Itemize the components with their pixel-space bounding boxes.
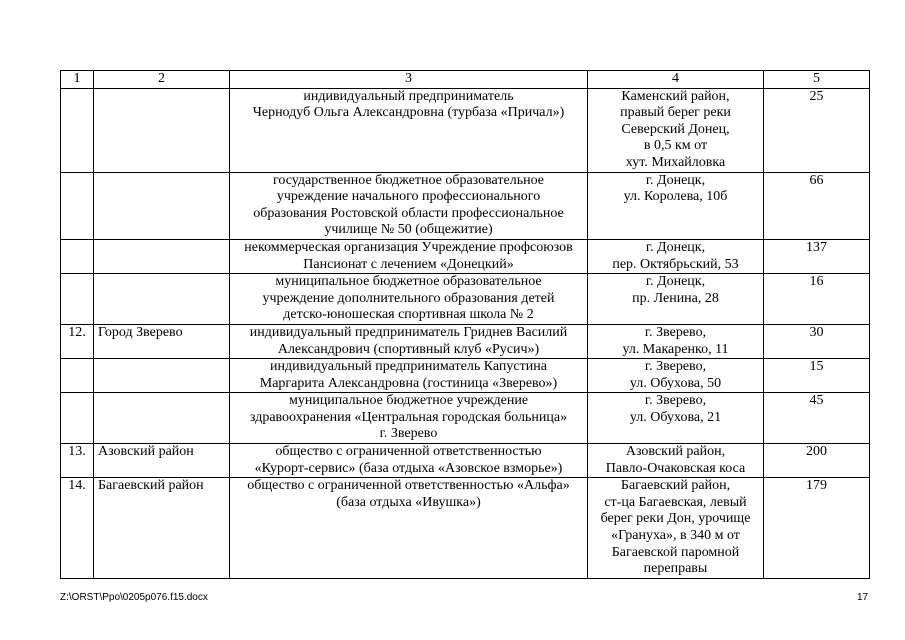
organization-line: некоммерческая организация Учреждение профсоюзов <box>244 239 573 255</box>
row-number <box>61 359 94 393</box>
address-line: г. Зверево, <box>644 393 707 409</box>
municipality-name: Город Зверево <box>94 324 230 358</box>
header-cell-4: 4 <box>588 71 764 89</box>
table-row <box>61 478 870 579</box>
capacity-value: 137 <box>764 239 870 273</box>
address-line: пр. Ленина, 28 <box>632 290 719 306</box>
organization-cell <box>230 88 588 172</box>
address-line: «Грануха», в 340 м от <box>611 528 740 544</box>
table-row <box>61 172 870 239</box>
row-number: 14. <box>61 478 94 579</box>
address-cell <box>588 88 764 172</box>
organization-line: индивидуальный предприниматель Капустина <box>270 359 547 375</box>
row-number: 12. <box>61 324 94 358</box>
address-line: правый берег реки <box>620 105 731 121</box>
capacity-value: 179 <box>764 478 870 579</box>
address-cell <box>588 172 764 239</box>
address-line: г. Зверево, <box>644 324 707 340</box>
organization-line: общество с ограниченной ответственностью <box>275 444 542 460</box>
table-row <box>61 88 870 172</box>
municipality-name <box>94 274 230 325</box>
header-cell-5: 5 <box>764 71 870 89</box>
header-cell-2: 2 <box>94 71 230 89</box>
organization-line: образования Ростовской области профессиональное <box>253 205 564 221</box>
row-number <box>61 274 94 325</box>
capacity-value: 45 <box>764 393 870 444</box>
capacity-value: 25 <box>764 88 870 172</box>
organization-cell <box>230 239 588 273</box>
organization-line: здравоохранения «Центральная городская больница» <box>249 409 568 425</box>
row-number <box>61 172 94 239</box>
municipality-name <box>94 88 230 172</box>
address-line: г. Зверево, <box>644 359 707 375</box>
address-line: ул. Обухова, 21 <box>629 409 722 425</box>
organization-line: г. Зверево <box>379 426 438 442</box>
organization-cell <box>230 393 588 444</box>
table-row <box>61 444 870 478</box>
address-line: ул. Обухова, 50 <box>629 375 722 391</box>
address-line: берег реки Дон, урочище <box>600 511 751 527</box>
row-number <box>61 88 94 172</box>
address-cell <box>588 274 764 325</box>
municipality-name: Азовский район <box>94 444 230 478</box>
header-row <box>61 71 870 89</box>
table-row <box>61 239 870 273</box>
capacity-value: 30 <box>764 324 870 358</box>
address-line: Павло-Очаковская коса <box>605 460 746 476</box>
address-line: ст-ца Багаевская, левый <box>604 494 747 510</box>
municipality-name <box>94 172 230 239</box>
address-line: г. Донецк, <box>645 239 706 255</box>
organization-line: Маргарита Александровна (гостиница «Зверево») <box>259 375 558 391</box>
header-cell-1: 1 <box>61 71 94 89</box>
organization-line: Александрович (спортивный клуб «Русич») <box>277 341 540 357</box>
organization-cell <box>230 478 588 579</box>
row-number <box>61 239 94 273</box>
address-cell <box>588 324 764 358</box>
header-cell-3: 3 <box>230 71 588 89</box>
document-table <box>60 70 870 579</box>
capacity-value: 200 <box>764 444 870 478</box>
organization-line: училище № 50 (общежитие) <box>324 222 493 238</box>
organization-line: учреждение начального профессионального <box>276 189 541 205</box>
address-line: г. Донецк, <box>645 172 706 188</box>
organization-line: индивидуальный предприниматель <box>303 88 514 104</box>
address-cell <box>588 393 764 444</box>
municipality-name <box>94 239 230 273</box>
organization-line: индивидуальный предприниматель Гриднев Василий <box>249 324 568 340</box>
address-line: Багаевской паромной <box>611 544 740 560</box>
organization-cell <box>230 324 588 358</box>
address-line: ул. Макаренко, 11 <box>622 341 729 357</box>
organization-cell <box>230 359 588 393</box>
address-cell <box>588 239 764 273</box>
organization-line: «Курорт-сервис» (база отдыха «Азовское взморье») <box>254 460 563 476</box>
address-line: Каменский район, <box>621 88 730 104</box>
address-line: г. Донецк, <box>645 274 706 290</box>
organization-line: Пансионат с лечением «Донецкий» <box>303 256 514 272</box>
capacity-value: 66 <box>764 172 870 239</box>
organization-line: Чернодуб Ольга Александровна (турбаза «Причал») <box>252 105 565 121</box>
address-cell <box>588 478 764 579</box>
address-cell <box>588 359 764 393</box>
address-line: переправы <box>643 561 708 577</box>
address-line: Багаевский район, <box>620 478 731 494</box>
address-line: в 0,5 км от <box>643 138 708 154</box>
address-line: Азовский район, <box>625 444 726 460</box>
address-line: хут. Михайловка <box>625 154 726 170</box>
organization-cell <box>230 444 588 478</box>
address-line: пер. Октябрьский, 53 <box>612 256 739 272</box>
footer-page-number: 17 <box>857 592 869 603</box>
address-cell <box>588 444 764 478</box>
row-number <box>61 393 94 444</box>
organization-line: (база отдыха «Ивушка») <box>336 494 481 510</box>
municipality-name <box>94 393 230 444</box>
organization-line: муниципальное бюджетное образовательное <box>275 274 542 290</box>
footer-file-path: Z:\ORST\Ppo\0205p076.f15.docx <box>60 592 208 603</box>
organization-line: государственное бюджетное образовательное <box>272 172 544 188</box>
municipality-name: Багаевский район <box>94 478 230 579</box>
table-row <box>61 393 870 444</box>
capacity-value: 16 <box>764 274 870 325</box>
organization-cell <box>230 274 588 325</box>
table-row <box>61 359 870 393</box>
organization-cell <box>230 172 588 239</box>
organization-line: муниципальное бюджетное учреждение <box>288 393 529 409</box>
address-line: Северский Донец, <box>621 121 730 137</box>
organization-line: общество с ограниченной ответственностью «Альфа» <box>247 478 570 494</box>
capacity-value: 15 <box>764 359 870 393</box>
organization-line: учреждение дополнительного образования детей <box>262 290 555 306</box>
table-row <box>61 324 870 358</box>
municipality-name <box>94 359 230 393</box>
row-number: 13. <box>61 444 94 478</box>
organization-line: детско-юношеская спортивная школа № 2 <box>283 307 534 323</box>
address-line: ул. Королева, 10б <box>623 189 728 205</box>
table-row <box>61 274 870 325</box>
